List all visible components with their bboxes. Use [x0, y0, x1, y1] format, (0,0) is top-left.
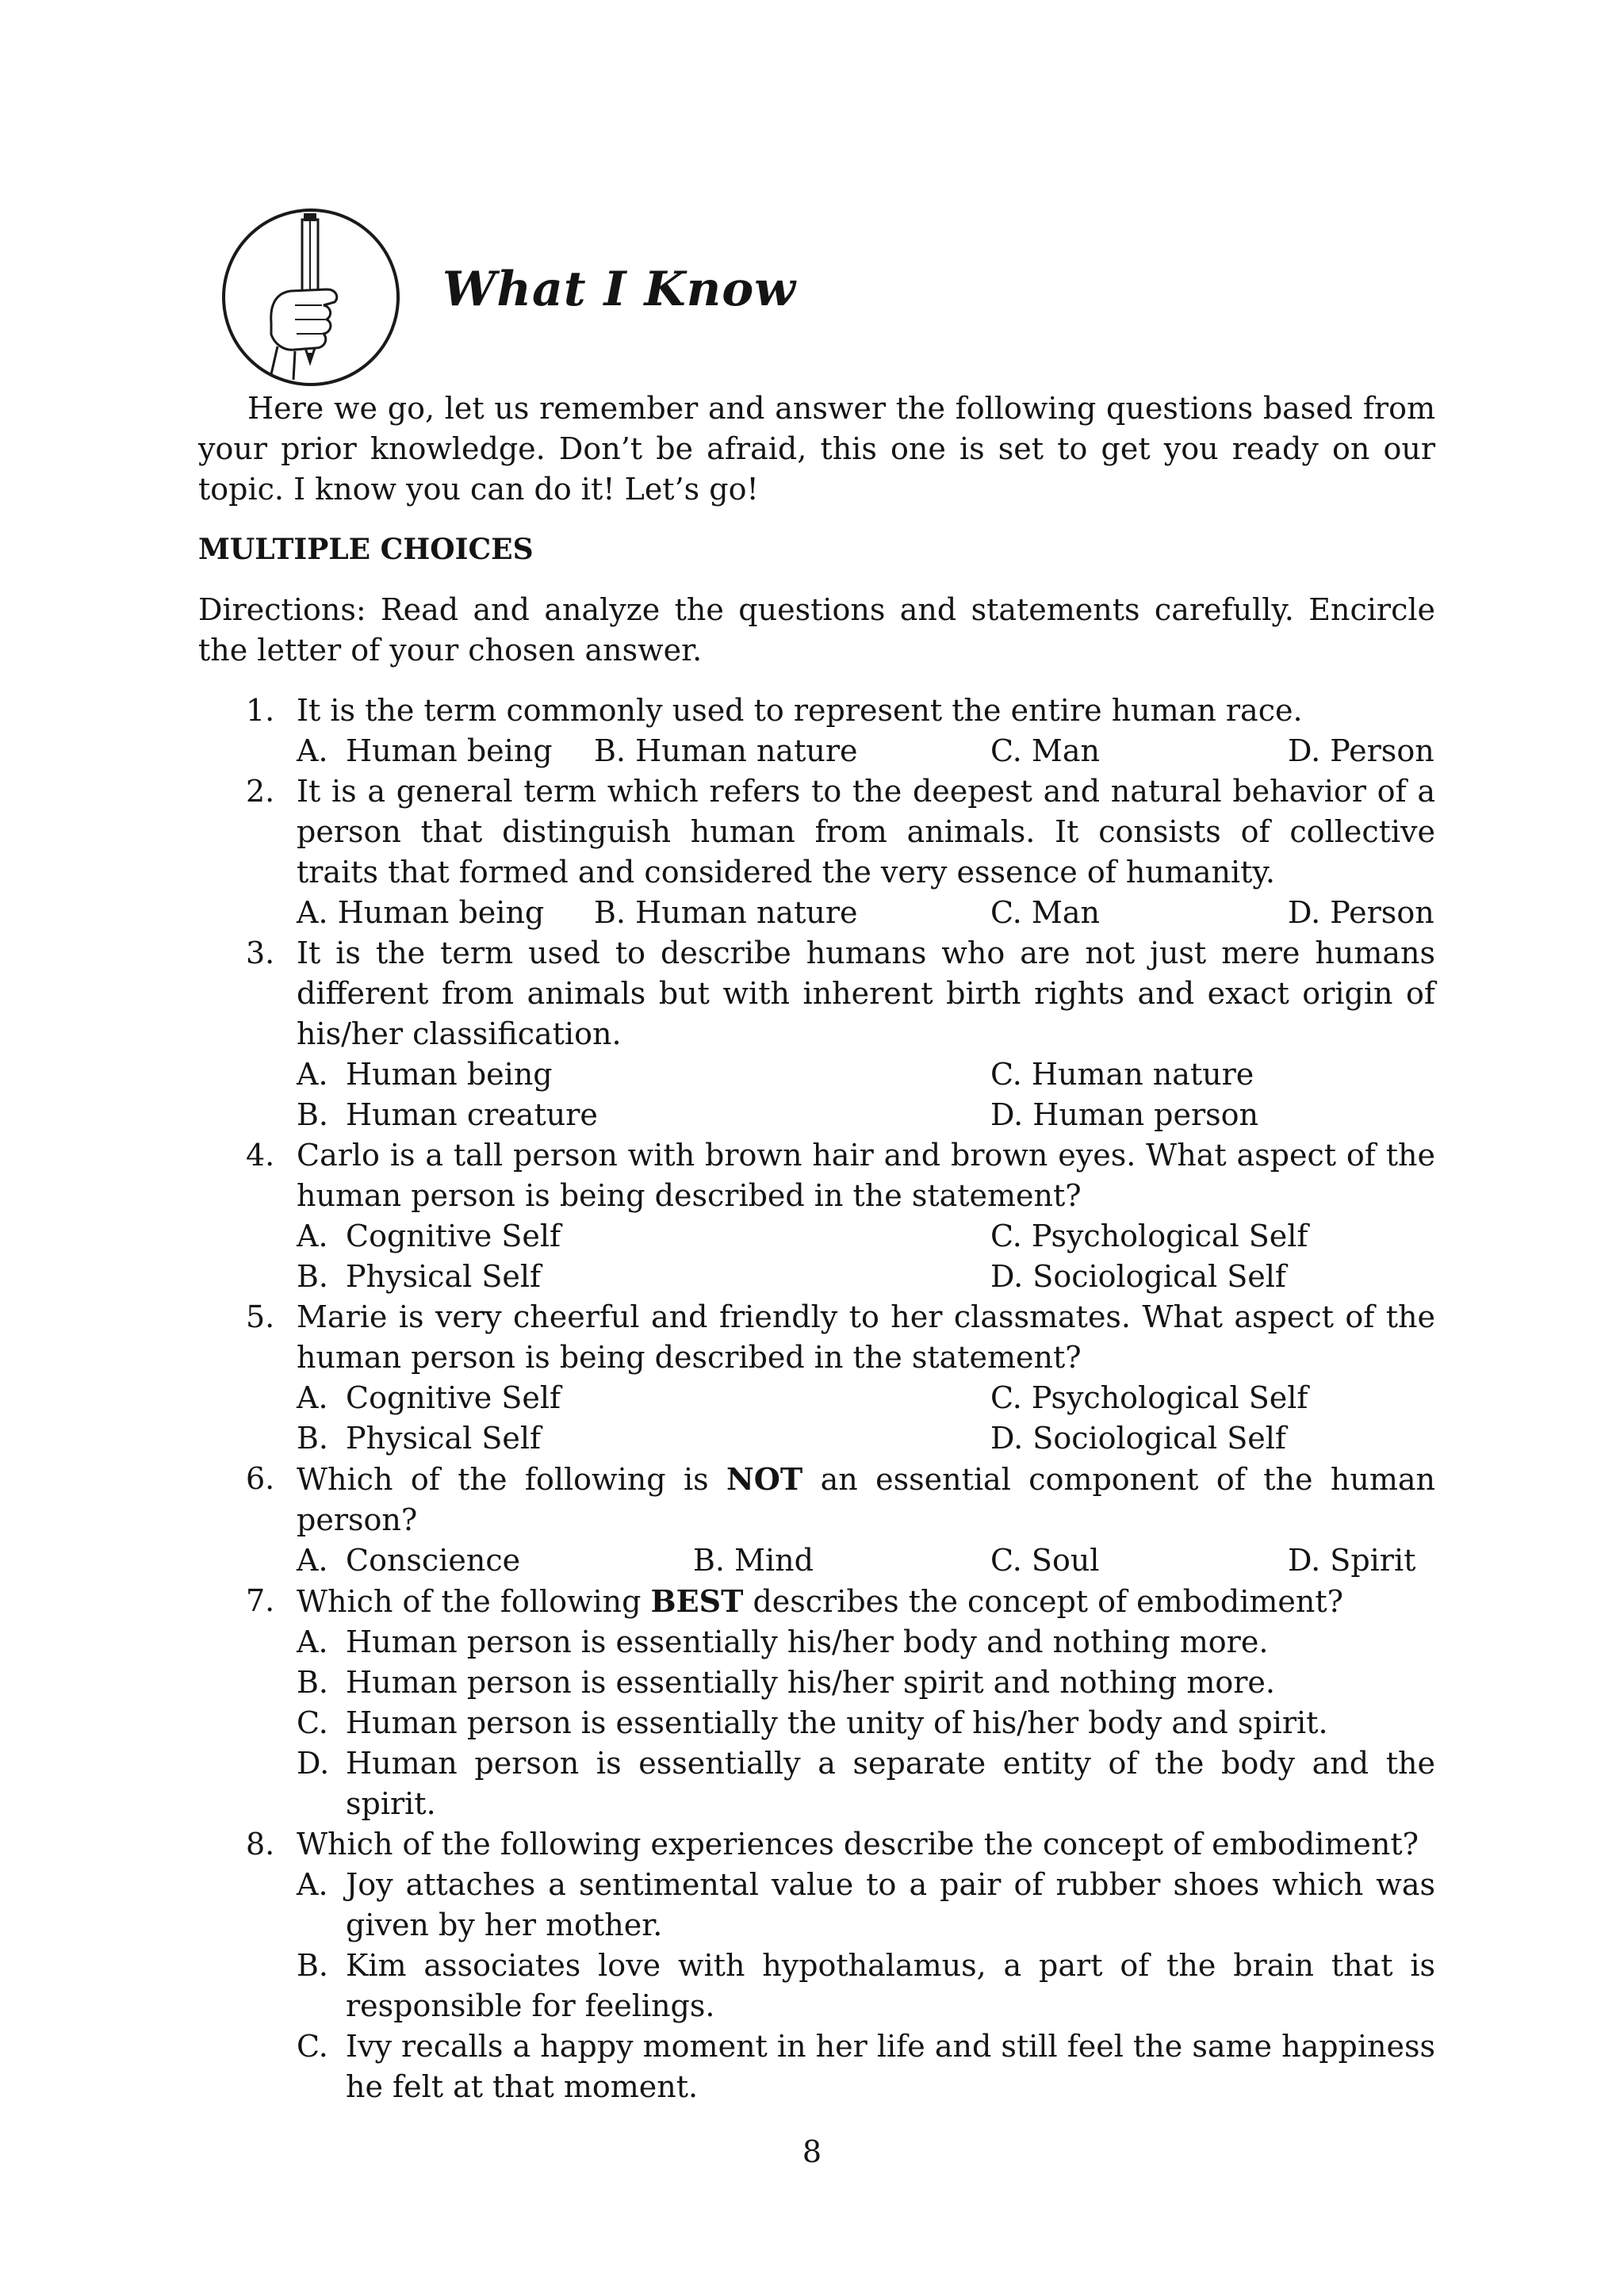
answer-options: [297, 1216, 1435, 1297]
option-c[interactable]: C. Human person is essentially the unity of his/her body and spirit.: [297, 1705, 1328, 1740]
question-5: [198, 1297, 1435, 1459]
option-b[interactable]: B. Human nature: [594, 733, 858, 768]
question-text: It is the term commonly used to represent the entire human race.: [297, 693, 1303, 728]
option-c[interactable]: C. Psychological Self: [990, 1219, 1308, 1253]
question-number: 8.: [246, 1827, 275, 1862]
intro-paragraph: Here we go, let us remember and answer the following questions based from your prior knowledge. Don’t be afraid, this one is set to get you ready on our topic. I know you can do it! Let’s go!: [198, 391, 1435, 507]
option-a[interactable]: A. Cognitive Self: [297, 1380, 561, 1415]
question-text: Which of the following experiences describe the concept of embodiment?: [297, 1827, 1419, 1862]
option-b[interactable]: B. Physical Self: [297, 1421, 542, 1456]
page-number: 8: [802, 2134, 822, 2169]
option-a[interactable]: A. Conscience: [297, 1543, 521, 1578]
question-text: It is a general term which refers to the deepest and natural behavior of a person that distinguish human from animals. It consists of collective traits that formed and considered the very essence of humanity.: [297, 774, 1435, 890]
page-title: What I Know: [442, 262, 796, 317]
question-text: It is the term used to describe humans who are not just mere humans different from animals but with inherent birth rights and exact origin of his/her classification.: [297, 936, 1435, 1051]
option-c[interactable]: C. Soul: [990, 1543, 1100, 1578]
option-a[interactable]: A. Joy attaches a sentimental value to a pair of rubber shoes which was given by her mother.: [297, 1867, 1435, 1942]
option-a[interactable]: A. Human being: [297, 733, 553, 768]
option-a[interactable]: A. Human being: [297, 895, 545, 930]
question-number: 7.: [246, 1583, 275, 1618]
option-b[interactable]: B. Human person is essentially his/her spirit and nothing more.: [297, 1665, 1275, 1700]
option-d[interactable]: D. Sociological Self: [990, 1259, 1286, 1294]
question-number: 6.: [246, 1461, 275, 1496]
answer-options: [297, 1378, 1435, 1459]
option-d[interactable]: D. Person: [1288, 895, 1434, 930]
page-content: [198, 388, 1435, 2107]
option-d[interactable]: D. Person: [1288, 733, 1434, 768]
question-2: [198, 771, 1435, 933]
section-heading: MULTIPLE CHOICES: [198, 533, 534, 566]
emphasis: NOT: [726, 1461, 803, 1497]
answer-options: [297, 1054, 1435, 1135]
hand-holding-pencil-icon: [216, 204, 406, 391]
option-b[interactable]: B. Mind: [693, 1543, 814, 1578]
question-7: [198, 1581, 1435, 1824]
question-number: 2.: [246, 774, 275, 809]
question-text: Which of the following is NOT an essential component of the human person?: [297, 1461, 1435, 1537]
option-b[interactable]: B. Human nature: [594, 895, 858, 930]
question-4: [198, 1135, 1435, 1297]
option-d[interactable]: D. Sociological Self: [990, 1421, 1286, 1456]
option-d[interactable]: D. Spirit: [1288, 1543, 1416, 1578]
question-text: Carlo is a tall person with brown hair and brown eyes. What aspect of the human person is being described in the statement?: [297, 1138, 1435, 1213]
option-b[interactable]: B. Physical Self: [297, 1259, 542, 1294]
question-3: [198, 933, 1435, 1135]
question-text: Which of the following BEST describes the concept of embodiment?: [297, 1583, 1344, 1619]
question-number: 5.: [246, 1299, 275, 1334]
option-c[interactable]: C. Human nature: [990, 1057, 1254, 1092]
question-8: [198, 1824, 1435, 2107]
question-number: 4.: [246, 1138, 275, 1173]
question-list: [198, 691, 1435, 2107]
option-c[interactable]: C. Man: [990, 733, 1100, 768]
question-text: Marie is very cheerful and friendly to her classmates. What aspect of the human person is being described in the statement?: [297, 1299, 1435, 1375]
question-6: [198, 1459, 1435, 1581]
directions: Directions: Read and analyze the questions and statements carefully. Encircle the letter of your chosen answer.: [198, 592, 1435, 668]
option-b[interactable]: B. Human creature: [297, 1097, 598, 1132]
question-number: 3.: [246, 936, 275, 970]
option-c[interactable]: C. Psychological Self: [990, 1380, 1308, 1415]
option-c[interactable]: C. Ivy recalls a happy moment in her life and still feel the same happiness he felt at that moment.: [297, 2029, 1435, 2104]
option-a[interactable]: A. Human being: [297, 1057, 553, 1092]
option-a[interactable]: A. Cognitive Self: [297, 1219, 561, 1253]
question-1: [198, 691, 1435, 771]
answer-options: [297, 893, 1435, 933]
answer-options: [297, 731, 1435, 771]
option-c[interactable]: C. Man: [990, 895, 1100, 930]
option-a[interactable]: A. Human person is essentially his/her body and nothing more.: [297, 1624, 1269, 1659]
question-number: 1.: [246, 693, 275, 728]
option-b[interactable]: B. Kim associates love with hypothalamus, a part of the brain that is responsible for feelings.: [297, 1948, 1435, 2023]
option-d[interactable]: D. Human person is essentially a separate entity of the body and the spirit.: [297, 1746, 1435, 1821]
answer-options: [297, 1540, 1435, 1581]
option-d[interactable]: D. Human person: [990, 1097, 1258, 1132]
emphasis: BEST: [650, 1583, 744, 1619]
